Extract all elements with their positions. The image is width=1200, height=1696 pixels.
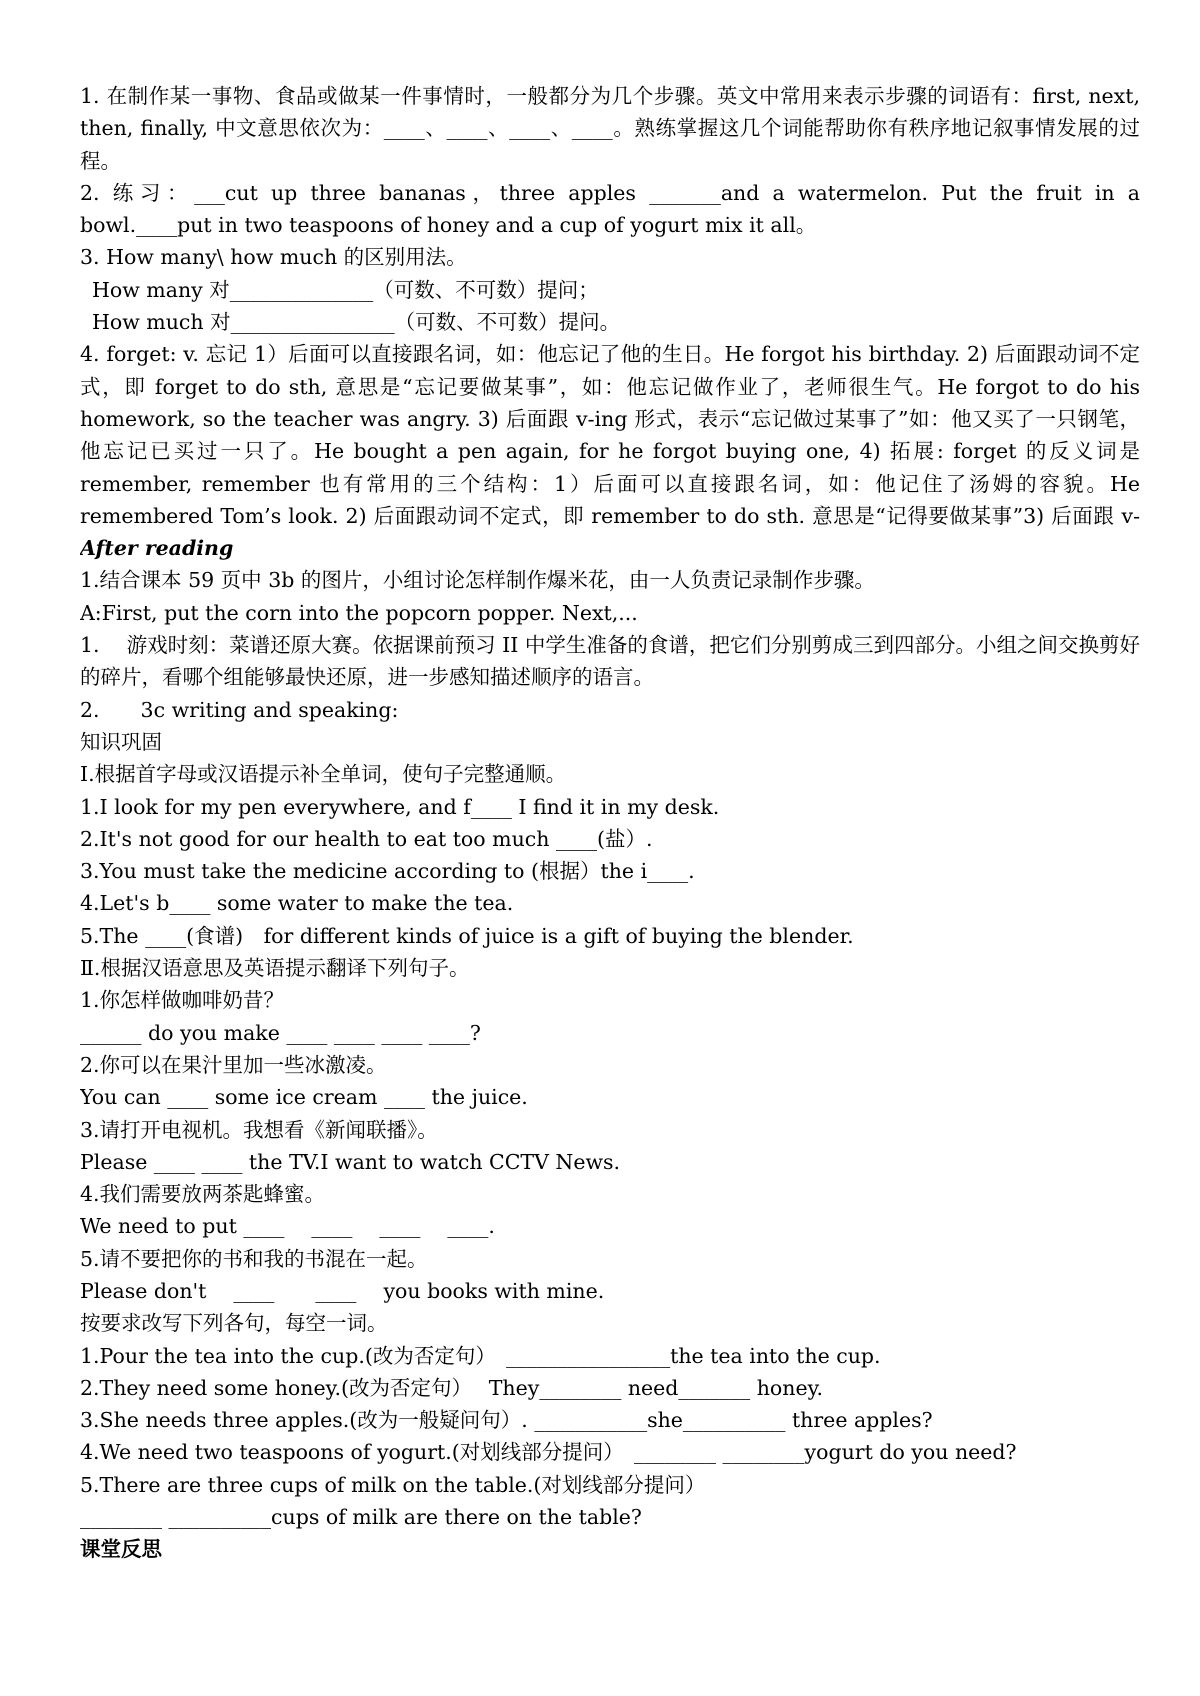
part-2-line: 2.你可以在果汁里加一些冰激凌。 <box>80 1052 387 1077</box>
part-2-line: 4.我们需要放两茶匙蜂蜜。 <box>80 1182 326 1207</box>
part-3-item: 2.They need some honey.(改为否定句） They________ need_______ honey. <box>80 1375 823 1400</box>
part-1-item: 4.Let's b____ some water to make the tea. <box>80 891 514 916</box>
part-2-line: Please don't ____ ____ you books with mine. <box>80 1279 605 1303</box>
consolidation-heading: 知识巩固 <box>80 729 162 754</box>
part-3-item: 1.Pour the tea into the cup.(改为否定句） ________________the tea into the cup. <box>80 1343 881 1368</box>
worksheet-page <box>80 80 1140 1566</box>
part-3-item: 5.There are three cups of milk on the table.(对划线部分提问） <box>80 1472 706 1497</box>
point-4-forget-remember: 4. forget: v. 忘记 1）后面可以直接跟名词，如：他忘记了他的生日。He forgot his birthday. 2) 后面跟动词不定式，即 forget to do sth, 意思是“忘记要做某事”，如：他忘记做作业了，老师很生气。He forgot to do his homework, so the teacher was angry. 3) 后面跟 v-ing 形式，表示“忘记做过某事了”如：他又买了一只钢笔，他忘记已买过一只了。He bought a pen again, for he forgot buying one, 4) 拓展: forget 的反义词是 remember, remember 也有常用的三个结构：1）后面可以直接跟名词，如：他记住了汤姆的容貌。He remembered Tom’s look. 2) 后面跟动词不定式，即 remember to do sth. 意思是“记得要做某事”3) 后面跟 v- <box>80 342 1140 528</box>
part-3-item: ________ __________cups of milk are there on the table? <box>80 1505 642 1530</box>
part-2-line: 3.请打开电视机。我想看《新闻联播》。 <box>80 1117 438 1142</box>
part-2-line: 1.你怎样做咖啡奶昔？ <box>80 988 285 1013</box>
part-2-line: We need to put ____ ____ ____ ____. <box>80 1214 495 1239</box>
point-3-how-many: How many 对______________（可数、不可数）提问； <box>92 277 599 302</box>
part-1-item: 5.The ____(食谱) for different kinds of juice is a gift of buying the blender. <box>80 923 854 948</box>
part-3-item: 3.She needs three apples.(改为一般疑问句）. ___________she__________ three apples? <box>80 1408 933 1433</box>
after-reading-3c: 2. 3c writing and speaking: <box>80 697 399 722</box>
part-2-line: ______ do you make ____ ____ ____ ____? <box>80 1020 481 1045</box>
after-reading-example: A:First, put the corn into the popcorn popper. Next,... <box>80 600 638 625</box>
point-2-practice: 2. 练习：___cut up three bananas，three apples _______and a watermelon. Put the fruit in a bowl.____put in two teaspoons of honey and a cup of yogurt mix it all。 <box>80 180 1140 238</box>
after-reading-game: 1. 游戏时刻：菜谱还原大赛。依据课前预习 II 中学生准备的食谱，把它们分别剪成三到四部分。小组之间交换剪好的碎片，看哪个组能够最快还原，进一步感知描述顺序的语言。 <box>80 633 1140 690</box>
part-2-line: 5.请不要把你的书和我的书混在一起。 <box>80 1246 428 1271</box>
part-1-item: 2.It's not good for our health to eat too much ____(盐）. <box>80 826 653 851</box>
reflection-heading: 课堂反思 <box>80 1537 162 1562</box>
after-reading-heading: After reading <box>80 536 234 561</box>
part-2-title: Ⅱ.根据汉语意思及英语提示翻译下列句子。 <box>80 956 470 981</box>
part-2-line: You can ____ some ice cream ____ the juice. <box>80 1085 528 1110</box>
part-2-line: Please ____ ____ the TV.I want to watch CCTV News. <box>80 1149 621 1174</box>
part-3-item: 4.We need two teaspoons of yogurt.(对划线部分提问） ________ ________yogurt do you need? <box>80 1440 1017 1465</box>
part-1-title: Ⅰ.根据首字母或汉语提示补全单词，使句子完整通顺。 <box>80 762 567 787</box>
point-3-how-many-much: 3. How many\ how much 的区别用法。 <box>80 245 467 270</box>
point-3-how-much: How much 对________________（可数、不可数）提问。 <box>92 310 621 335</box>
part-1-item: 1.I look for my pen everywhere, and f____ I find it in my desk. <box>80 794 720 819</box>
point-1-step-words: 1. 在制作某一事物、食品或做某一件事情时，一般都分为几个步骤。英文中常用来表示步骤的词语有：first, next, then, finally, 中文意思依次为：____、____、____、____。熟练掌握这几个词能帮助你有秩序地记叙事情发展的过程。 <box>80 84 1140 173</box>
after-reading-item-1: 1.结合课本 59 页中 3b 的图片，小组讨论怎样制作爆米花，由一人负责记录制作步骤。 <box>80 568 875 593</box>
part-3-title: 按要求改写下列各句，每空一词。 <box>80 1311 388 1336</box>
part-1-item: 3.You must take the medicine according to (根据）the i____. <box>80 859 695 884</box>
